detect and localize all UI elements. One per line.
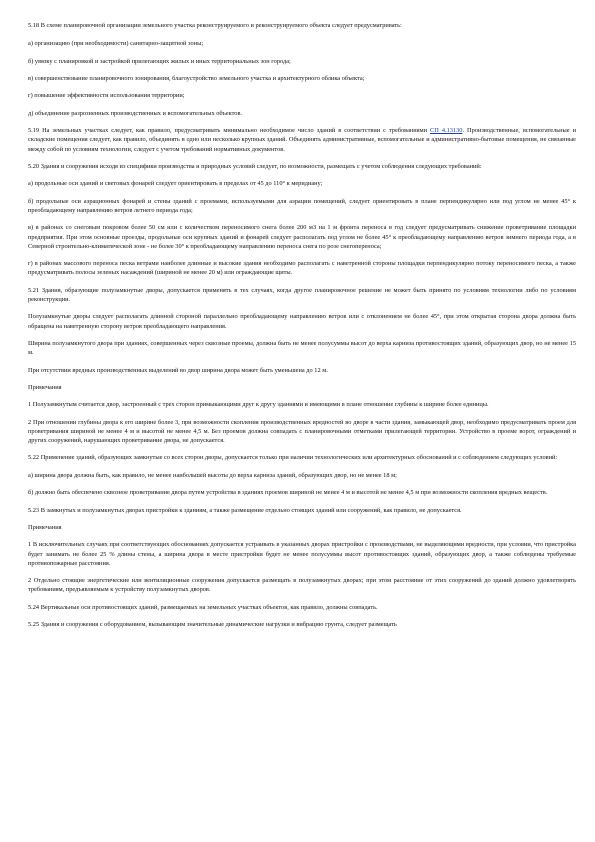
clause-5-22: 5.22 Применение зданий, образующих замкнутые со всех сторон дворы, допускается только при наличии технологических или архитектурных обоснований и с соблюдением следующих условий: xyxy=(28,454,558,462)
note-2: 2 При отношении глубины двора к его ширине более 3, при возможности скопления производственных вредностей во дворе в части здания, замыкающей двор, необходимо предусматривать проем для проветривания шириной не менее 4 м и высотой не менее 4,5 м. Без проемов должна совпадать с планировочными отметками прилегающей территории. Устройство в проеме ворот, ограждений и других сооружений, нарушающих проветривание двора, не допускается. xyxy=(28,418,576,445)
document-page xyxy=(28,21,576,638)
clause-5-21-para-2: Полузамкнутые дворы следует располагать длинной стороной параллельно преобладающему направлению ветров или с отклонением не более 45°, при этом открытая сторона двора должна быть обращена на наветренную сторону ветров преобладающего направления. xyxy=(28,313,576,330)
clause-5-20: 5.20 Здания и сооружения исходя из специфики производства и природных условий следует, по возможности, размещать с учетом соблюдения следующих требований: xyxy=(28,162,482,170)
clause-5-18-item-a: а) организацию (при необходимости) санитарно-защитной зоны; xyxy=(28,40,204,48)
clause-5-25: 5.25 Здания и сооружения с оборудованием, вызывающим значительные динамические нагрузки и вибрацию грунта, следует размещать xyxy=(28,621,397,629)
clause-5-18-item-v: в) совершенствование планировочного зонирования, благоустройство земельного участка и архитектурного облика объекта; xyxy=(28,74,365,82)
clause-5-19 xyxy=(28,126,576,154)
clause-5-21-para-3: Ширина полузамкнутого двора при зданиях, совершенных через сквозные проемы, должна быть не менее полусуммы высот до верха карниза противостоящих зданий, образующих двор, но не менее 15 м. xyxy=(28,339,576,357)
note-2: 2 Отдельно стоящие энергетические или вентиляционные сооружения допускается размещать в полузамкнутых дворах; при этом расстояние от этих сооружений до зданий должно удовлетворять требованиям, предъявляемым к устройству полузамкнутых дворов. xyxy=(28,577,576,594)
notes-heading: Примечания xyxy=(28,524,62,532)
clause-5-18-item-b: б) увязку с планировкой и застройкой прилегающих жилых и иных территориальных зон города; xyxy=(28,57,291,65)
clause-5-22-item-b: б) должно быть обеспечено сквозное проветривание двора путем устройства в зданиях проемов шириной не менее 4 м и высотой не менее 4,5 м при возможности скопления вредных веществ. xyxy=(28,489,548,497)
clause-5-18: 5.18 В схеме планировочной организации земельного участка реконструируемого и реконструируемого объекта следует предусматривать: xyxy=(28,22,402,29)
clause-5-20-item-a: а) продольные оси зданий и световых фонарей следует ориентировать в пределах от 45 до 110° к меридиану; xyxy=(28,180,323,188)
clause-5-20-item-v: в) в районах со снеговым покровом более 50 см или с количеством переносимого снега более 200 м3 на 1 м фронта переноса в год следует предусматривать снижение проветривание площадки предприятия. При этом основные проезды, продольные оси крупных зданий и фонарей следует располагать под углом не более 45° к преобладающему направлению ветров зимнего периода года, а в Северной строительно-климатической зоне - не более 30° к преобладающему направлению переноса снега по розе снегопереноса; xyxy=(28,224,576,250)
sp-4-13130-link[interactable]: СП 4.13130 xyxy=(430,127,463,135)
clause-5-21: 5.21 Здания, образующие полузамкнутые дворы, допускается применять в тех случаях, когда другое планировочное решение не может быть принято по условиям технологии либо по условиям реконструкции. xyxy=(28,286,576,303)
note-1: 1 В исключительных случаях при соответствующих обоснованиях допускается устраивать в указанных дворах пристройки с производствами, не выделяющими вредности, при условии, что пристройка будет занимать не более 25 % длины стены, а ширина двора в месте пристройки будет не менее полусуммы высот противостоящих зданий, образующих двор, а также соблюдены требуемые противопожарные расстояния. xyxy=(28,541,576,567)
note-1: 1 Полузамкнутым считается двор, застроенный с трех сторон примыкающими друг к другу зданиями и имеющими в плане отношение глубины к ширине более единицы. xyxy=(28,401,489,409)
clause-5-23: 5.23 В замкнутых и полузамкнутых дворах пристройки к зданиям, а также размещение отдельно стоящих зданий или сооружений, как правило, не допускается. xyxy=(28,506,462,514)
clause-5-19-text-end: . Производственные, вспомогательные и складские помещения следует, как правило, объединять в одно или несколько крупных зданий. Объединять административные, вспомогательные и административно-бытовые помещения, не связанные между собой по условиям технологии, следует с учетом требований нормативных документов. xyxy=(28,127,577,153)
clause-5-24: 5.24 Вертикальные оси противостоящих зданий, размещаемых на земельных участках объектов, как правило, должны совпадать. xyxy=(28,603,378,611)
clause-5-22-item-a: а) ширина двора должна быть, как правило, не менее наибольшей высоты до верха карниза зданий, образующих двор, но не менее 18 м; xyxy=(28,471,397,479)
notes-heading: Примечания xyxy=(28,383,62,391)
clause-5-18-item-g: г) повышение эффективности использования территории; xyxy=(28,92,185,100)
clause-5-20-item-b: б) продольные оси аэрационных фонарей и стены зданий с проемами, используемыми для аэрации помещений, следует ориентировать в плане перпендикулярно или под углом не менее 45° к преобладающему направлению ветров летнего периода года; xyxy=(28,197,576,214)
clause-5-20-item-g: г) в районах массового переноса песка ветрами наиболее длинные и высокие здания необходимо располагать с наветренной стороны площадки перпендикулярно потоку переносимого песка, а также предусматривать полосы зеленых насаждений (шириной не менее 20 м) или ограждающие щиты. xyxy=(28,260,576,277)
clause-5-18-item-d: д) объединение разрозненных производственных и вспомогательных объектов. xyxy=(28,109,243,117)
clause-5-19-text-start: 5.19 На земельных участках следует, как правило, предусматривать минимально необходимое число зданий в соответствии с требованиями xyxy=(28,127,431,135)
clause-5-21-para-4: При отсутствии вредных производственных выделений во двор ширина двора может быть уменьшена до 12 м. xyxy=(28,366,328,374)
